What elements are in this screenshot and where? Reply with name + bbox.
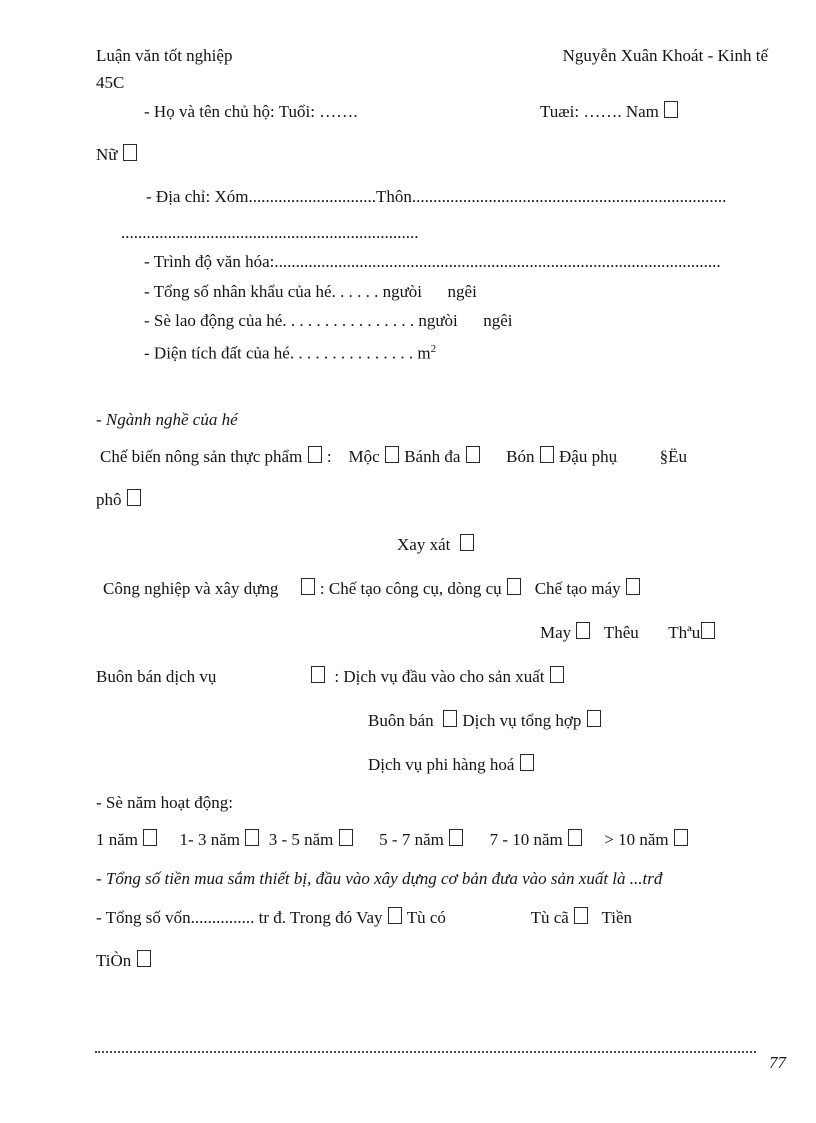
header-class: 45C <box>96 73 125 92</box>
checkbox-nam35-icon <box>339 829 353 846</box>
page-number: 77 <box>769 1053 786 1072</box>
bon-label: Bón <box>480 447 539 466</box>
field-tuoi-nam-label: Tuæi: ……. Nam <box>540 102 664 121</box>
checkbox-vay-icon <box>388 907 402 924</box>
row-tongtien: - Tổng số tiền mua sắm thiết bị, đầu vào xây dựng cơ bản đưa vào sản xuất là ...trđ <box>96 869 663 888</box>
field-nu <box>96 144 138 166</box>
row-nam-options <box>96 829 689 851</box>
row-may-theu <box>540 622 716 644</box>
field-diachi-dots: ...................................................................... <box>121 223 419 242</box>
footer-divider <box>95 1051 756 1053</box>
checkbox-theu-icon <box>701 622 715 639</box>
field-dientich <box>144 338 436 365</box>
checkbox-nam1-icon <box>143 829 157 846</box>
checkbox-nu-icon <box>123 144 137 161</box>
checkbox-buonban2-icon <box>443 710 457 727</box>
field-diachi: - Địa chỉ: Xóm..............................Thôn.......................................................................... <box>146 187 727 206</box>
field-nganhnghe: - Ngành nghề của hé <box>96 410 238 429</box>
buonban-label: Buôn bán dịch vụ <box>96 667 310 686</box>
tien-label: Tiền <box>589 908 633 927</box>
row-tongvon <box>96 907 632 929</box>
field-dientich-label: - Diện tích đất của hé. . . . . . . . . . . . . . . m <box>144 343 431 363</box>
row-chebien <box>100 446 687 468</box>
row-dichvuphi <box>368 754 535 776</box>
checkbox-tuco-icon <box>574 907 588 924</box>
dauphu-label: Đậu phụ §Ëu <box>554 447 687 466</box>
checkbox-nam57-icon <box>449 829 463 846</box>
checkbox-nam710-icon <box>568 829 582 846</box>
field-nu-label: Nữ <box>96 145 122 164</box>
tuco-label: Tù có Tù cã <box>402 908 574 927</box>
banhda-label: Bánh đa <box>399 447 465 466</box>
row-pho <box>96 489 142 511</box>
checkbox-moc-icon <box>385 446 399 463</box>
dichvu-dauvao-label: : Dịch vụ đầu vào cho sản xuất <box>325 667 549 686</box>
checkbox-buonban-icon <box>311 666 325 683</box>
field-tuoi-nam <box>540 101 679 123</box>
xayxat-label: Xay xát <box>397 535 459 554</box>
row-senam: - Sè năm hoạt động: <box>96 793 233 812</box>
chetao-may-label: Chế tạo máy <box>521 579 625 598</box>
checkbox-chetao-may-icon <box>626 578 640 595</box>
dichvuphi-label: Dịch vụ phi hàng hoá <box>368 755 519 774</box>
checkbox-dichvuphi-icon <box>520 754 534 771</box>
checkbox-chebien-icon <box>308 446 322 463</box>
chetao-congcu-label: : Chế tạo công cụ, dòng cụ <box>315 579 506 598</box>
row-tien <box>96 950 152 972</box>
tien2-label: TiÒn <box>96 951 136 970</box>
nam10plus-label: > 10 năm <box>583 830 673 849</box>
checkbox-dichvu-dauvao-icon <box>550 666 564 683</box>
moc-label: : Mộc <box>322 447 384 466</box>
checkbox-may-icon <box>576 622 590 639</box>
nam57-label: 5 - 7 năm <box>353 830 449 849</box>
buonban2-label: Buôn bán <box>368 711 443 730</box>
checkbox-nam10plus-icon <box>674 829 688 846</box>
theu-label: Thêu Thªu <box>591 623 701 642</box>
field-nhankhau: - Tổng số nhân khẩu của hé. . . . . . ngưòi ngêi <box>144 282 477 301</box>
checkbox-bon-icon <box>540 446 554 463</box>
checkbox-nam-icon <box>664 101 678 118</box>
checkbox-nam13-icon <box>245 829 259 846</box>
checkbox-dichvu-tonghop-icon <box>587 710 601 727</box>
row-xayxat <box>397 534 475 556</box>
checkbox-chetao-congcu-icon <box>507 578 521 595</box>
nam710-label: 7 - 10 năm <box>464 830 568 849</box>
tongvon-label: - Tổng số vốn............... tr đ. Trong đó Vay <box>96 908 387 927</box>
pho-label: phô <box>96 490 126 509</box>
dichvu-tonghop-label: Dịch vụ tổng hợp <box>458 711 586 730</box>
header-left: Luận văn tốt nghiệp <box>96 46 233 65</box>
checkbox-congnghiep-icon <box>301 578 315 595</box>
field-dientich-sup: 2 <box>430 343 437 355</box>
field-laodong: - Sè lao động của hé. . . . . . . . . . . . . . . . ngưòi ngêi <box>144 311 513 330</box>
nam1-label: 1 năm <box>96 830 143 849</box>
checkbox-pho-icon <box>127 489 141 506</box>
row-buonban <box>96 666 565 688</box>
may-label: May <box>540 623 576 642</box>
nam13-label: 1- 3 năm <box>158 830 245 849</box>
header-right: Nguyễn Xuân Khoát - Kinh tế <box>562 46 768 65</box>
row-congnghiep <box>103 578 641 600</box>
field-trinhdo: - Trình độ văn hóa:......................................................................................................... <box>144 252 721 271</box>
field-hoten: - Họ và tên chủ hộ: Tuổi: ……. <box>144 102 358 121</box>
chebien-label: Chế biến nông sản thực phẩm <box>100 447 307 466</box>
row-buonban2 <box>368 710 602 732</box>
congnghiep-label: Công nghiệp và xây dựng <box>103 579 300 598</box>
nam35-label: 3 - 5 năm <box>260 830 338 849</box>
checkbox-xayxat-icon <box>460 534 474 551</box>
checkbox-tien-icon <box>137 950 151 967</box>
checkbox-banhda-icon <box>466 446 480 463</box>
